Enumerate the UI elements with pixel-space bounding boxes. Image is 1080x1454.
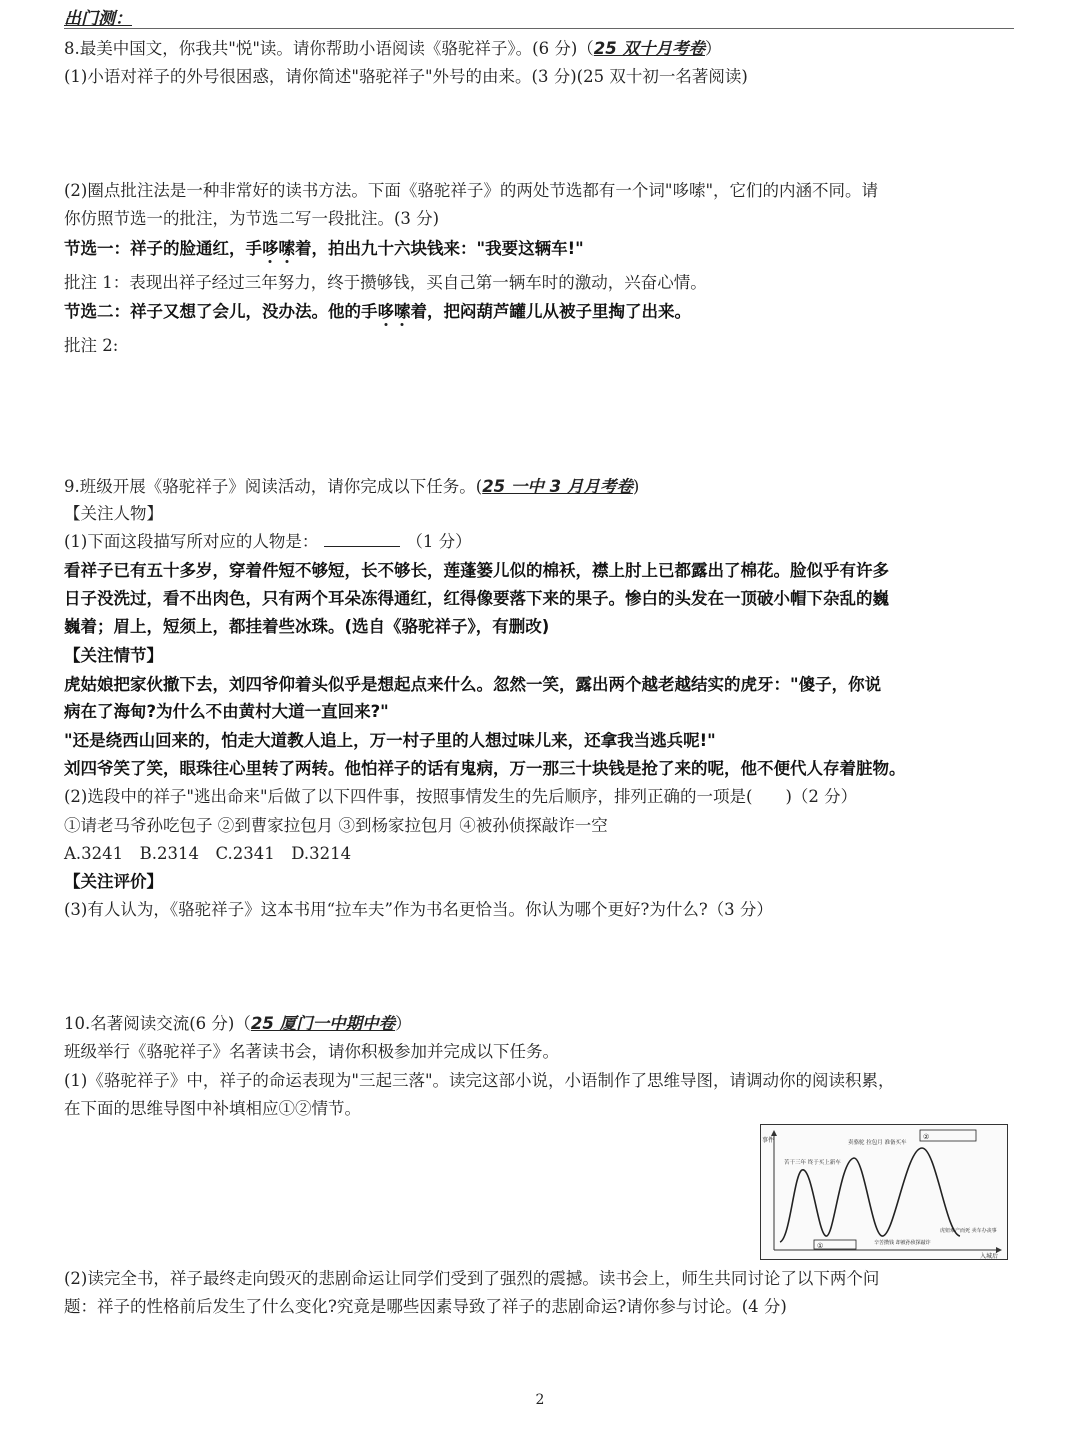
q9-events: ①请老马爷孙吃包子 ②到曹家拉包月 ③到杨家拉包月 ④被孙侦探敲诈一空 xyxy=(64,816,608,835)
q9-part3: (3)有人认为，《骆驼祥子》这本书用“拉车夫”作为书名更恰当。你认为哪个更好?为什么?（3 分） xyxy=(64,900,773,919)
q8-part2-line2: 你仿照节选一的批注，为节选二写一段批注。(3 分) xyxy=(64,209,440,228)
top-rule xyxy=(64,28,1014,29)
q10-part1-line1: (1)《骆驼祥子》中，祥子的命运表现为"三起三落"。读完这部小说，小语制作了思维导图，请调动你的阅读积累， xyxy=(64,1071,895,1090)
q9-options: A.3241 B.2314 C.2341 D.3214 xyxy=(64,844,352,863)
q9-part1: (1)下面这段描写所对应的人物是： （1 分） xyxy=(64,532,472,551)
q9-tag-evaluation: 【关注评价】 xyxy=(64,872,163,891)
answer-blank[interactable] xyxy=(324,532,400,547)
q9-passage1-line2: 日子没洗过，看不出肉色，只有两个耳朵冻得通红，红得像要落下来的果子。惨白的头发在一顶破小帽下杂乱的巍 xyxy=(64,589,889,608)
q9-passage2-line2: 病在了海甸?为什么不由黄村大道一直回来?" xyxy=(64,702,389,721)
rise1-label: 苦干三年 终于买上新车 xyxy=(784,1160,841,1166)
rise2-label: 卖骆驼 拉包月 准备买车 xyxy=(848,1140,907,1146)
q9-part2: (2)选段中的祥子"逃出命来"后做了以下四件事，按照事情发生的先后顺序，排列正确的一项是( )（2 分） xyxy=(64,787,858,806)
page-number: 2 xyxy=(535,1392,545,1408)
q8-note2-label: 批注 2: xyxy=(64,336,119,355)
q10-source: 25 厦门一中期中卷 xyxy=(250,1014,396,1033)
q9-title: 9.班级开展《骆驼祥子》阅读活动，请你完成以下任务。(25 一中 3 月月考卷) xyxy=(64,477,640,496)
y-axis-label: 事件 xyxy=(762,1137,775,1144)
q9-passage2-line1: 虎姑娘把家伙撤下去，刘四爷仰着头似乎是想起点来什么。忽然一笑，露出两个越老越结实的虎牙："傻子，你说 xyxy=(64,675,882,694)
q9-passage2-line3: "还是绕西山回来的，怕走大道教人追上，万一村子里的人想过味儿来，还拿我当逃兵呢!" xyxy=(64,731,716,750)
q10-part2-line2: 题：祥子的性格前后发生了什么变化?究竟是哪些因素导致了祥子的悲剧命运?请你参与讨论。(4 分) xyxy=(64,1297,787,1316)
q8-source: 25 双十月考卷 xyxy=(593,39,706,58)
q8-excerpt2: 节选二：祥子又想了会儿，没办法。他的手哆嗦着，把闷葫芦罐儿从被子里掏了出来。 xyxy=(64,302,691,321)
q10-title: 10.名著阅读交流(6 分)（25 厦门一中期中卷） xyxy=(64,1014,412,1033)
page-header-title: 出门测： xyxy=(64,9,132,29)
q9-passage1-line1: 看祥子已有五十多岁，穿着件短不够短，长不够长，莲蓬篓儿似的棉袄，襟上肘上已都露出了棉花。脸似乎有许多 xyxy=(64,561,889,580)
q10-intro: 班级举行《骆驼祥子》名著读书会，请你积极参加并完成以下任务。 xyxy=(64,1042,559,1061)
q9-tag-plot: 【关注情节】 xyxy=(64,646,163,665)
q8-part1: (1)小语对祥子的外号很困惑，请你简述"骆驼祥子"外号的由来。(3 分)(25 双十初一名著阅读) xyxy=(64,67,748,86)
q9-passage1-line3: 巍着；眉上，短须上，都挂着些冰珠。(选自《骆驼祥子》，有删改) xyxy=(64,617,550,636)
mind-map-figure xyxy=(760,1124,1008,1260)
fall3-label: 虎妞难产而死 卖车办丧事 xyxy=(940,1228,997,1234)
q10-part1-line2: 在下面的思维导图中补填相应①②情节。 xyxy=(64,1099,361,1118)
fall1-blank-marker: ① xyxy=(817,1242,824,1250)
q9-tag-character: 【关注人物】 xyxy=(64,504,163,523)
x-axis-label: 入城后 xyxy=(980,1253,999,1260)
q8-excerpt1: 节选一：祥子的脸通红，手哆嗦着，拍出九十六块钱来："我要这辆车!" xyxy=(64,239,584,258)
q9-passage2-line4: 刘四爷笑了笑，眼珠往心里转了两转。他怕祥子的话有鬼病，万一那三十块钱是抢了来的呢，他不便代人存着脏物。 xyxy=(64,759,906,778)
rise3-blank-marker: ② xyxy=(923,1133,930,1141)
q9-source: 25 一中 3 月月考卷 xyxy=(482,477,633,496)
q8-title: 8.最美中国文，你我共"悦"读。请你帮助小语阅读《骆驼祥子》。(6 分)（25 双十月考卷） xyxy=(64,39,722,58)
fall2-label: 辛苦攒钱 却被孙侦探敲诈 xyxy=(874,1240,931,1246)
q8-note1: 批注 1：表现出祥子经过三年努力，终于攒够钱，买自己第一辆车时的激动，兴奋心情。 xyxy=(64,273,707,292)
q10-part2-line1: (2)读完全书，祥子最终走向毁灭的悲剧命运让同学们受到了强烈的震撼。读书会上，师生共同讨论了以下两个问 xyxy=(64,1269,880,1288)
q8-part2-line1: (2)圈点批注法是一种非常好的读书方法。下面《骆驼祥子》的两处节选都有一个词"哆嗦"，它们的内涵不同。请 xyxy=(64,181,879,200)
